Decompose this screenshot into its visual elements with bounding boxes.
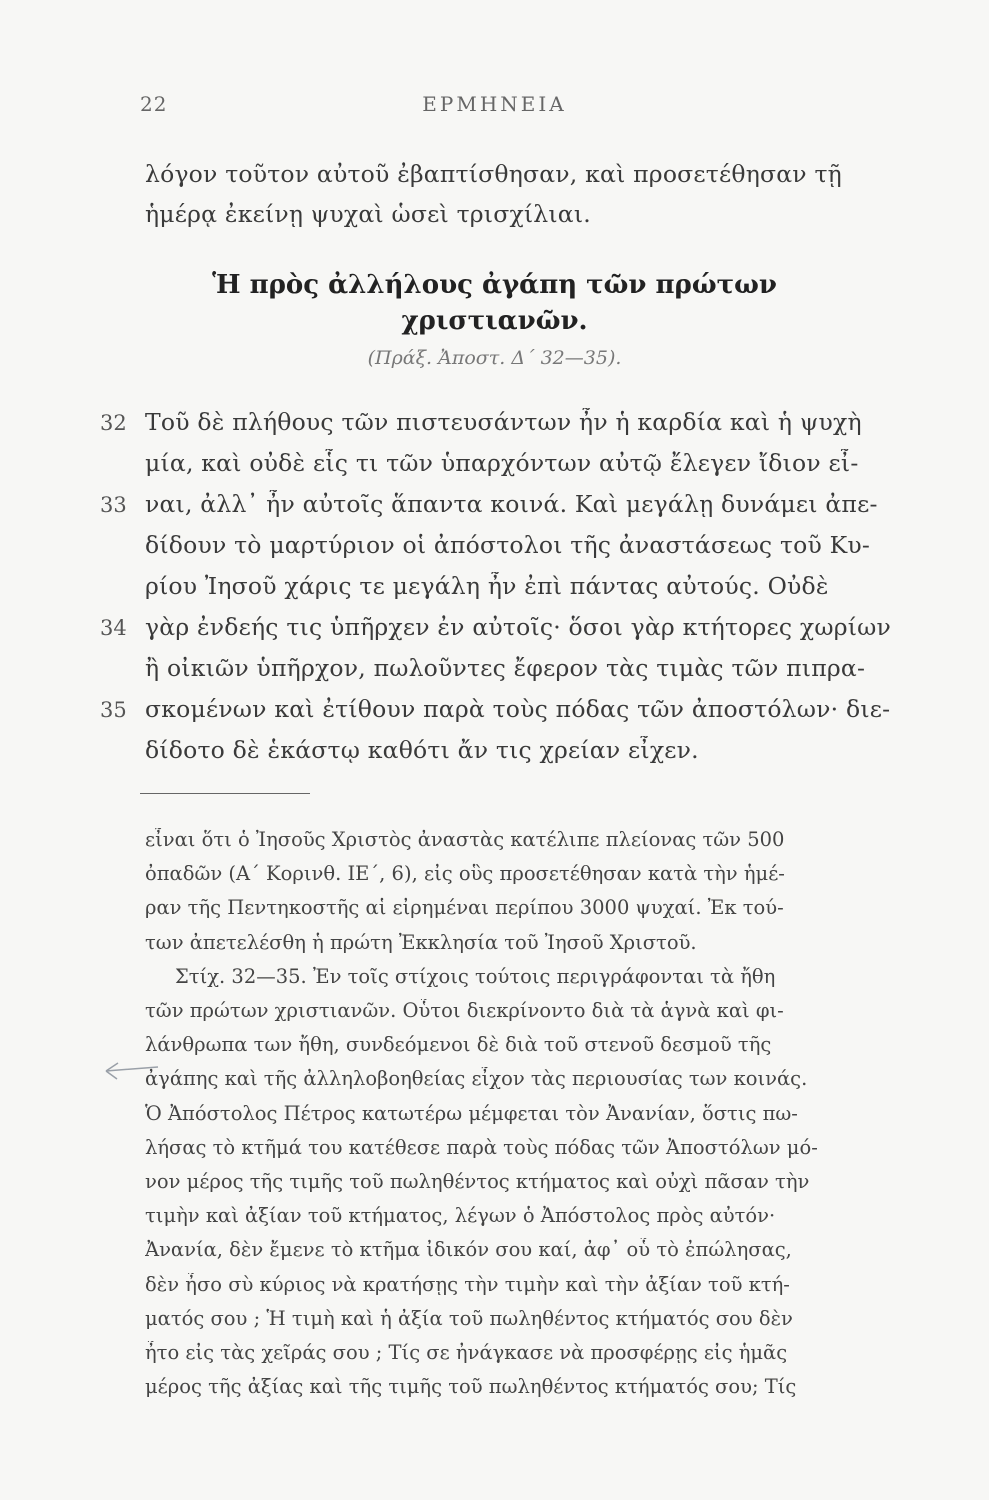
footnote-line: λάνθρωπα των ἤθη, συνδεόμενοι δὲ διὰ τοῦ στενοῦ δεσμοῦ τῆς [145, 1033, 772, 1057]
page-header [0, 92, 989, 122]
body-text-line: ναι, ἀλλ᾽ ἦν αὐτοῖς ἅπαντα κοινά. Καὶ μεγάλῃ δυνάμει ἀπε- [145, 490, 878, 518]
footnote-line: ματός σου ; Ἡ τιμὴ καὶ ἡ ἀξία τοῦ πωληθέντος κτήματός σου δὲν [145, 1306, 793, 1330]
footnote-line: νον μέρος τῆς τιμῆς τοῦ πωληθέντος κτήματος καὶ οὐχὶ πᾶσαν τὴν [145, 1170, 810, 1193]
footnote-line: Ὁ Ἀπόστολος Πέτρος κατωτέρω μέμφεται τὸν Ἀνανίαν, ὅστις πω- [145, 1101, 798, 1125]
body-text-line: ρίου Ἰησοῦ χάρις τε μεγάλη ἦν ἐπὶ πάντας αὐτούς. Οὐδὲ [145, 572, 829, 600]
body-text-line: ἢ οἰκιῶν ὑπῆρχον, πωλοῦντες ἔφερον τὰς τιμὰς τῶν πιπρα- [145, 654, 866, 682]
verse-number: 32 [100, 411, 127, 435]
footnote-divider [140, 793, 310, 794]
footnote-line: Στίχ. 32—35. Ἐν τοῖς στίχοις τούτοις περιγράφονται τὰ ἤθη [175, 964, 776, 988]
verse-number: 34 [100, 616, 127, 640]
footnote-line: τῶν πρώτων χριστιανῶν. Οὗτοι διεκρίνοντο διὰ τὰ ἁγνὰ καὶ φι- [145, 999, 784, 1022]
footnote-line: ραν τῆς Πεντηκοστῆς αἱ εἰρημέναι περίπου 3000 ψυχαί. Ἐκ τού- [145, 896, 784, 920]
body-text-line: γὰρ ἐνδεής τις ὑπῆρχεν ἐν αὐτοῖς· ὅσοι γὰρ κτήτορες χωρίων [145, 613, 891, 641]
footnote-line: Ἀνανία, δὲν ἔμενε τὸ κτῆμα ἰδικόν σου καί, ἀφ᾽ οὗ τὸ ἐπώλησας, [145, 1238, 792, 1262]
footnote-line: τιμὴν καὶ ἀξίαν τοῦ κτήματος, λέγων ὁ Ἀπόστολος πρὸς αὐτόν· [145, 1204, 776, 1228]
body-text-line: μία, καὶ οὐδὲ εἷς τι τῶν ὑπαρχόντων αὐτῷ ἔλεγεν ἴδιον εἶ- [145, 449, 859, 477]
intro-line: ἡμέρᾳ ἐκείνῃ ψυχαὶ ὡσεὶ τρισχίλιαι. [145, 200, 591, 228]
footnote-line: δὲν ἦσο σὺ κύριος νὰ κρατήσῃς τὴν τιμὴν καὶ τὴν ἀξίαν τοῦ κτή- [145, 1272, 790, 1296]
verse-number: 35 [100, 698, 127, 722]
footnote-line: ἦτο εἰς τὰς χεῖράς σου ; Τίς σε ἠνάγκασε νὰ προσφέρῃς εἰς ἡμᾶς [145, 1341, 788, 1364]
footnote-line: μέρος τῆς ἀξίας καὶ τῆς τιμῆς τοῦ πωληθέντος κτήματός σου; Τίς [145, 1375, 797, 1399]
running-title: ΕΡΜΗΝΕΙΑ [422, 92, 567, 116]
body-text-line: δίδουν τὸ μαρτύριον οἱ ἀπόστολοι τῆς ἀναστάσεως τοῦ Κυ- [145, 531, 871, 559]
section-title: Ἡ πρὸς ἀλλήλους ἀγάπη τῶν πρώτων [212, 270, 777, 300]
body-text-line: Τοῦ δὲ πλήθους τῶν πιστευσάντων ἦν ἡ καρδία καὶ ἡ ψυχὴ [145, 408, 862, 436]
section-title-continued: χριστιανῶν. [401, 306, 588, 336]
footnote-line: των ἀπετελέσθη ἡ πρώτη Ἐκκλησία τοῦ Ἰησοῦ Χριστοῦ. [145, 930, 697, 954]
footnote-line: ὀπαδῶν (Α΄ Κορινθ. ΙΕ΄, 6), εἰς οὓς προσετέθησαν κατὰ τὴν ἡμέ- [145, 862, 785, 886]
intro-line: λόγον τοῦτον αὐτοῦ ἐβαπτίσθησαν, καὶ προσετέθησαν τῇ [145, 160, 842, 188]
body-text-line: σκομένων καὶ ἐτίθουν παρὰ τοὺς πόδας τῶν ἀποστόλων· διε- [145, 695, 891, 723]
verse-number: 33 [100, 493, 127, 517]
footnote-line: λήσας τὸ κτῆμά του κατέθεσε παρὰ τοὺς πόδας τῶν Ἀποστόλων μό- [145, 1135, 818, 1159]
page-number: 22 [140, 92, 168, 116]
footnote-line: εἶναι ὅτι ὁ Ἰησοῦς Χριστὸς ἀναστὰς κατέλιπε πλείονας τῶν 500 [145, 828, 785, 851]
footnote-line: ἀγάπης καὶ τῆς ἀλληλοβοηθείας εἶχον τὰς περιουσίας των κοινάς. [145, 1067, 808, 1091]
body-text-line: δίδοτο δὲ ἑκάστῳ καθότι ἄν τις χρείαν εἶχεν. [145, 736, 699, 764]
section-reference: (Πράξ. Ἀποστ. Δ΄ 32—35). [367, 347, 622, 369]
